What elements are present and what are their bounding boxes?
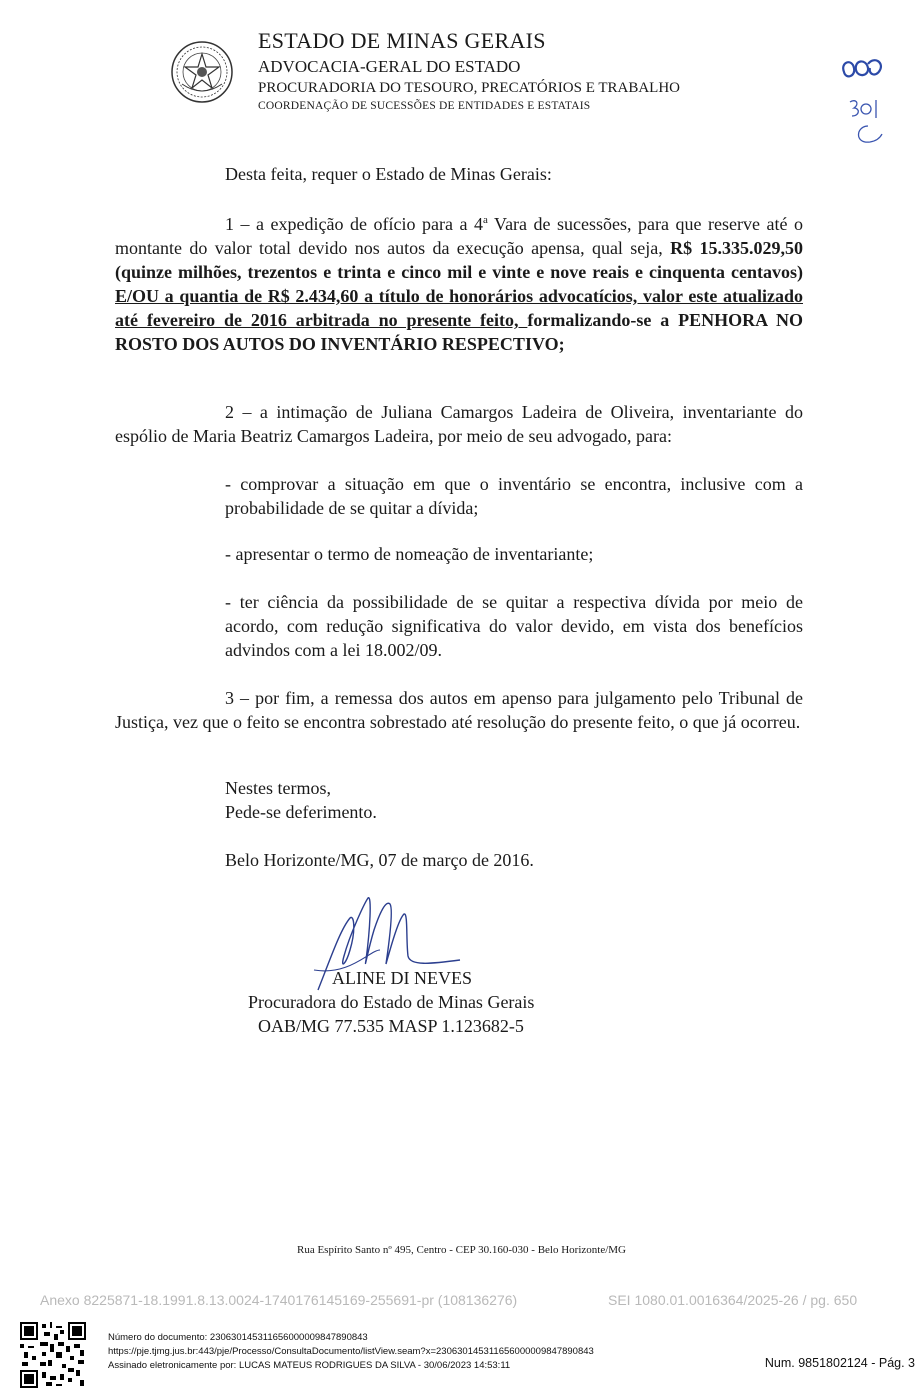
sub-item-2: - apresentar o termo de nomeação de inventariante;: [225, 544, 594, 564]
closing-line-2: Pede-se deferimento.: [225, 802, 377, 822]
header-state: ESTADO DE MINAS GERAIS: [258, 28, 546, 53]
qr-code-icon: [20, 1322, 86, 1388]
signer-title: Procuradora do Estado de Minas Gerais: [248, 992, 535, 1012]
closing-line-1: Nestes termos,: [225, 778, 331, 798]
sei-reference: SEI 1080.01.0016364/2025-26 / pg. 650: [608, 1292, 858, 1308]
rubric-stamp-icon: [838, 54, 886, 84]
header-department: PROCURADORIA DO TESOURO, PRECATÓRIOS E TRABALHO: [258, 79, 680, 96]
item-3-paragraph: 3 – por fim, a remessa dos autos em apenso para julgamento pelo Tribunal de Justiça, vez que o feito se encontra sobrestado até resolução do presente feito, o que já ocorreu.: [115, 688, 803, 732]
sub-item-3: - ter ciência da possibilidade de se quitar a respectiva dívida por meio de acordo, com redução significativa do valor devido, em vista dos benefícios advindos com a lei 18.002/09.: [225, 592, 803, 660]
item-1-paragraph: 1 – a expedição de ofício para a 4$^a$ Vara de sucessões, para que reserve até o montante do valor total devido nos autos da execução apensa, qual seja, R$ 15.335.029,50 (quinze milhões, trezentos e trinta e cinco mil e vinte e nove reais e cinquenta centavos) E/OU a quantia de R$ 2.434,60 a título de honorários advocatícios, valor este atualizado até fevereiro de 2016 arbitrada no presente feito, formalizando-se a PENHORA NO ROSTO DOS AUTOS DO INVENTÁRIO RESPECTIVO;: [115, 214, 803, 354]
place-and-date: Belo Horizonte/MG, 07 de março de 2016.: [225, 850, 534, 870]
item-2-paragraph: 2 – a intimação de Juliana Camargos Ladeira de Oliveira, inventariante do espólio de Maria Beatriz Camargos Ladeira, por meio de seu advogado, para:: [115, 402, 803, 446]
annex-reference: Anexo 8225871-18.1991.8.13.0024-1740176145169-255691-pr (108136276): [40, 1292, 518, 1308]
page-reference: Num. 9851802124 - Pág. 3: [764, 1356, 915, 1370]
underlined-fees-clause: E/OU a quantia de R$ 2.434,60 a título de honorários advocatícios, valor este atualizado até fevereiro de 2016 arbitrada no presente feito,: [115, 286, 803, 330]
signed-by: Assinado eletronicamente por: LUCAS MATEUS RODRIGUES DA SILVA - 30/06/2023 14:53:11: [108, 1360, 511, 1371]
electronic-signature-metadata: [108, 1331, 594, 1373]
handwritten-page-number: [846, 96, 896, 152]
signer-name: ALINE DI NEVES: [332, 968, 472, 988]
document-url[interactable]: https://pje.tjmg.jus.br:443/pje/Processo/ConsultaDocumento/listView.seam?x=230630145311656000009847890843: [108, 1346, 594, 1357]
header-coordination: COORDENAÇÃO DE SUCESSÕES DE ENTIDADES E ESTATAIS: [258, 99, 591, 112]
state-seal-emblem: [170, 40, 234, 104]
letterhead: [258, 28, 680, 114]
intro-paragraph: Desta feita, requer o Estado de Minas Gerais:: [225, 164, 552, 184]
document-number: Número do documento: 230630145311656000009847890843: [108, 1332, 368, 1343]
signer-registration: OAB/MG 77.535 MASP 1.123682-5: [258, 1016, 524, 1036]
sub-item-1: - comprovar a situação em que o inventário se encontra, inclusive com a probabilidade de se quitar a dívida;: [225, 474, 803, 518]
header-agency: ADVOCACIA-GERAL DO ESTADO: [258, 57, 521, 77]
footer-address: Rua Espírito Santo nº 495, Centro - CEP 30.160-030 - Belo Horizonte/MG: [296, 1244, 626, 1256]
